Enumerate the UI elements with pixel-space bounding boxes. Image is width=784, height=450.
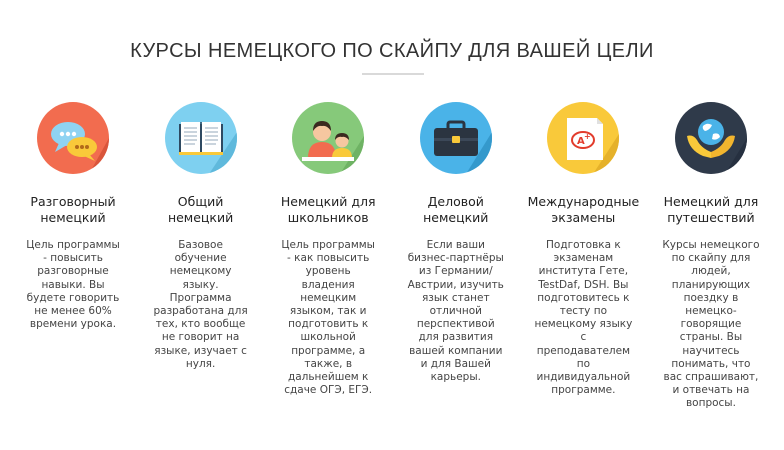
svg-text:+: +	[584, 132, 592, 141]
course-card-conversational	[14, 102, 132, 442]
course-title: Немецкий для школьников	[280, 194, 376, 225]
course-card-travel	[652, 102, 770, 442]
page-title: КУРСЫ НЕМЕЦКОГО ПО СКАЙПУ ДЛЯ ВАШЕЙ ЦЕЛИ	[130, 40, 654, 62]
chat-bubbles-icon	[37, 102, 109, 174]
teacher-student-icon	[292, 102, 364, 174]
course-card-general	[142, 102, 260, 442]
briefcase-icon	[420, 102, 492, 174]
course-title: Деловой немецкий	[423, 194, 489, 225]
globe-hands-icon	[675, 102, 747, 174]
course-card-business	[397, 102, 515, 442]
open-book-icon	[165, 102, 237, 174]
course-card-exams	[524, 102, 642, 442]
exam-paper-icon	[547, 102, 619, 174]
course-description: Если ваши бизнес-партнёры из Германии/ Австрии, изучить язык станет отличной перспективой для развития вашей компании и для Вашей карьеры.	[407, 239, 504, 384]
course-title: Общий немецкий	[167, 194, 234, 225]
course-description: Базовое обучение немецкому языку. Программа разработана для тех, кто вообще не говорит на языке, изучает с нуля.	[153, 239, 248, 370]
course-title: Разговорный немецкий	[30, 194, 116, 225]
course-list	[14, 102, 770, 442]
course-card-schoolchildren	[269, 102, 387, 442]
course-description: Цель программы - как повысить уровень владения немецким языком, так и подготовить к школьной программе, а также, в дальнейшем к сдаче ОГЭ, ЕГЭ.	[281, 239, 375, 397]
course-title: Международные экзамены	[527, 194, 640, 225]
course-description: Курсы немецкого по скайпу для людей, планирующих поездку в немецко- говорящие страны. Вы научитесь понимать, что вас спрашивают, и отвечать на вопросы.	[662, 239, 760, 410]
course-description: Подготовка к экзаменам института Гете, TestDaf, DSH. Вы подготовитесь к тесту по немецкому языку с преподавателем по индивидуальной программе.	[534, 239, 633, 397]
course-description: Цель программы - повысить разговорные навыки. Вы будете говорить не менее 60% времени урока.	[26, 239, 120, 331]
course-title: Немецкий для путешествий	[663, 194, 759, 225]
svg-text:A: A	[577, 136, 586, 147]
title-divider	[362, 73, 424, 75]
